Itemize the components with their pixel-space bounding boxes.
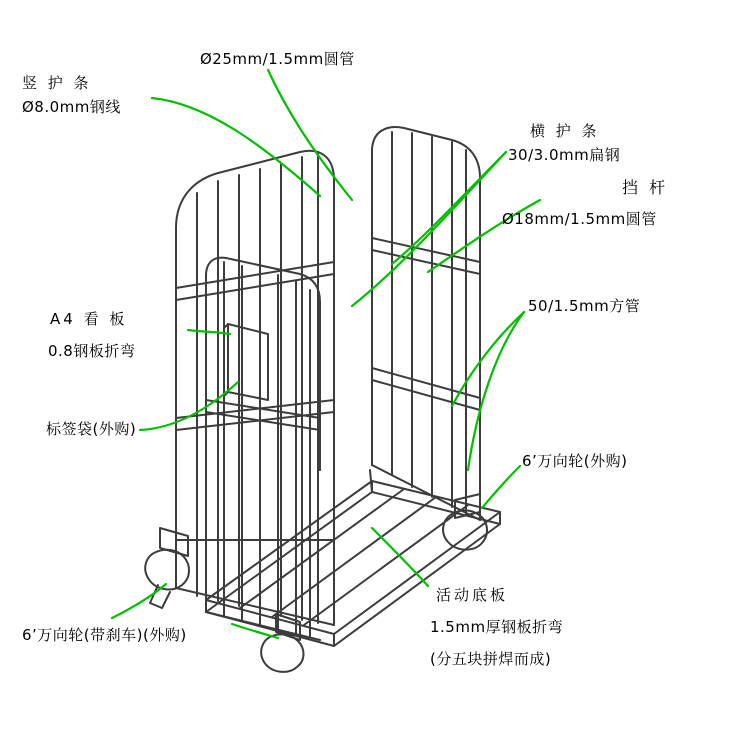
annotation-vertical-guard-spec bbox=[22, 96, 121, 119]
annotation-line: 6’万向轮(带刹车)(外购) bbox=[22, 626, 187, 644]
leader-caster-plain bbox=[482, 466, 520, 508]
leader-square-tube-2 bbox=[468, 312, 524, 470]
annotation-horizontal-guard bbox=[530, 120, 600, 143]
annotation-stop-bar-spec bbox=[502, 208, 657, 231]
annotation-line: Ø25mm/1.5mm圆管 bbox=[200, 50, 355, 68]
annotation-movable-base-spec bbox=[430, 616, 563, 639]
leader-caster-brake bbox=[112, 584, 166, 618]
annotation-stop-bar bbox=[622, 176, 668, 199]
leader-movable-base bbox=[372, 528, 428, 586]
annotation-line: 0.8钢板折弯 bbox=[48, 342, 136, 360]
annotation-line: 30/3.0mm扁钢 bbox=[508, 146, 621, 164]
annotation-movable-base bbox=[436, 584, 508, 607]
annotation-round-tube-25 bbox=[200, 48, 355, 71]
annotation-line: 活动底板 bbox=[436, 586, 509, 604]
annotation-line: 1.5mm厚钢板折弯 bbox=[430, 618, 564, 636]
annotation-vertical-guard bbox=[22, 72, 92, 95]
annotation-line: 挡 杆 bbox=[622, 178, 669, 197]
annotation-a4-board-spec bbox=[48, 340, 135, 363]
annotation-label-pocket bbox=[46, 418, 136, 441]
annotation-line: Ø18mm/1.5mm圆管 bbox=[502, 210, 657, 228]
annotation-caster-brake bbox=[22, 624, 187, 647]
annotation-caster-plain bbox=[522, 450, 628, 473]
annotation-square-tube-50 bbox=[528, 295, 640, 318]
annotation-line: 50/1.5mm方管 bbox=[528, 297, 641, 315]
annotation-line: A4 看 板 bbox=[50, 310, 128, 328]
annotation-horizontal-guard-spec bbox=[508, 144, 620, 167]
annotation-a4-board bbox=[50, 308, 127, 331]
annotation-line: 竖 护 条 bbox=[22, 74, 92, 92]
leader-caster-brake-2 bbox=[232, 624, 278, 638]
annotation-line: 横 护 条 bbox=[530, 122, 600, 140]
annotation-movable-base-note bbox=[430, 648, 551, 671]
annotation-line: 6’万向轮(外购) bbox=[522, 452, 628, 470]
annotation-line: 标签袋(外购) bbox=[46, 420, 137, 438]
leader-vertical-guard bbox=[152, 98, 320, 196]
annotation-line: Ø8.0mm钢线 bbox=[22, 98, 121, 116]
annotation-line: (分五块拼焊而成) bbox=[430, 650, 552, 668]
